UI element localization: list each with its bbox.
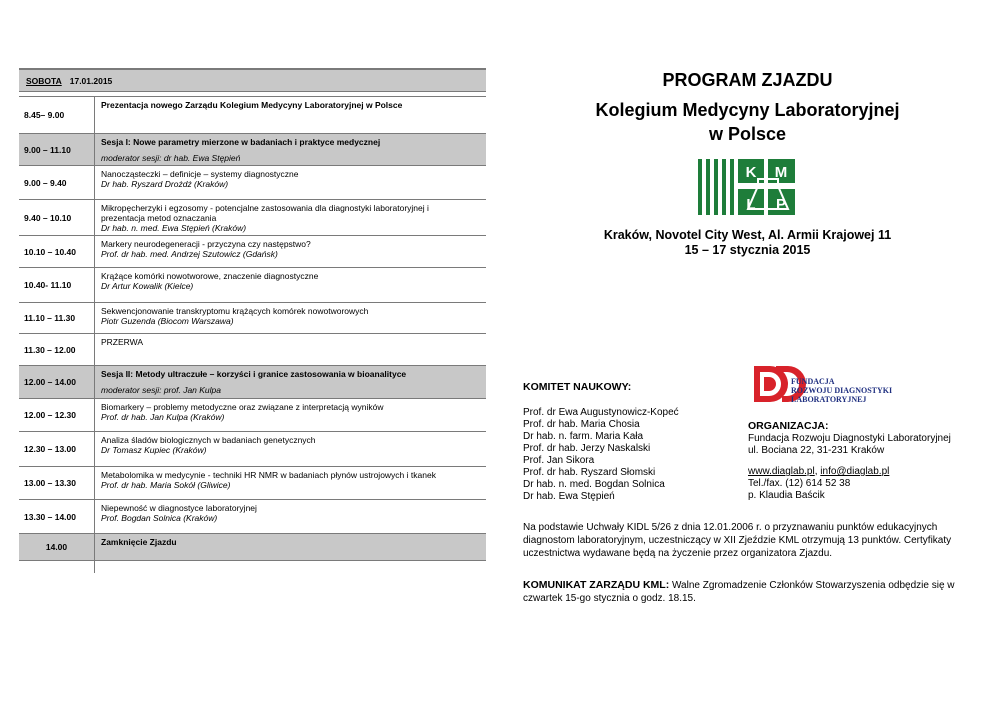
page-subtitle-line1: Kolegium Medycyny Laboratoryjnej bbox=[595, 100, 900, 120]
logo-letter-p: P bbox=[775, 196, 787, 213]
board-announcement bbox=[523, 579, 973, 605]
schedule-row bbox=[19, 134, 486, 166]
schedule-speaker: moderator sesji: dr hab. Ewa Stępień bbox=[101, 153, 241, 163]
schedule-row bbox=[19, 303, 486, 334]
committee-member: Dr hab. n. farm. Maria Kała bbox=[523, 431, 644, 442]
organization-name: Fundacja Rozwoju Diagnostyki Laboratoryjnej bbox=[748, 433, 951, 444]
schedule-topic: Mikropęcherzyki i egzosomy - potencjalne zastosowania dla diagnostyki laboratoryjnej i bbox=[101, 203, 429, 213]
schedule-content bbox=[94, 97, 486, 133]
schedule-row bbox=[19, 200, 486, 236]
schedule-speaker: Prof. Bogdan Solnica (Kraków) bbox=[101, 513, 218, 523]
foundation-logo-line1: FUNDACJA bbox=[791, 377, 835, 386]
organization-link-separator: , bbox=[814, 466, 821, 477]
schedule-topic: Markery neurodegeneracji - przyczyna czy następstwo? bbox=[101, 239, 311, 249]
schedule-topic: prezentacja metod oznaczania bbox=[101, 213, 217, 223]
foundation-logo-text bbox=[791, 377, 892, 404]
board-announcement-text: Walne Zgromadzenie Członków Stowarzyszenia odbędzie się w czwartek 15-go stycznia o godz. 18.15. bbox=[523, 580, 955, 604]
venue-block bbox=[530, 228, 965, 258]
organization-phone: Tel./fax. (12) 614 52 38 bbox=[748, 478, 851, 489]
schedule-time: 9.00 – 9.40 bbox=[24, 177, 67, 188]
schedule-content bbox=[94, 432, 486, 466]
committee-heading: KOMITET NAUKOWY: bbox=[523, 381, 632, 393]
schedule-rows bbox=[19, 97, 486, 561]
committee-member: Prof. dr hab. Ryszard Słomski bbox=[523, 467, 656, 478]
schedule-content bbox=[94, 500, 486, 533]
schedule-row bbox=[19, 268, 486, 303]
schedule-topic: Sekwencjonowanie transkryptomu krążących komórek nowotworowych bbox=[101, 306, 369, 316]
schedule-topic: Analiza śladów biologicznych w badaniach genetycznych bbox=[101, 435, 316, 445]
schedule-row bbox=[19, 366, 486, 399]
schedule-content bbox=[94, 366, 486, 398]
schedule-date: 17.01.2015 bbox=[69, 75, 113, 86]
schedule-title: Sesja I: Nowe parametry mierzone w badaniach i praktyce medycznej bbox=[101, 137, 381, 147]
schedule-content bbox=[94, 200, 486, 235]
schedule-tail-line bbox=[94, 561, 95, 573]
schedule-time: 9.40 – 10.10 bbox=[24, 212, 72, 223]
schedule-row bbox=[19, 334, 486, 366]
committee-list bbox=[523, 407, 679, 503]
schedule-day: SOBOTA bbox=[26, 75, 62, 86]
organization-heading: ORGANIZACJA: bbox=[748, 420, 829, 432]
schedule-time: 11.10 – 11.30 bbox=[24, 313, 76, 323]
schedule-topic: Metabolomika w medycynie - techniki HR NMR w badaniach płynów ustrojowych i tkanek bbox=[101, 470, 436, 480]
schedule-content bbox=[94, 303, 486, 333]
schedule-topic: Krążące komórki nowotworowe, znaczenie diagnostyczne bbox=[101, 271, 319, 281]
organization-web-link[interactable]: www.diaglab.pl bbox=[748, 466, 815, 477]
committee-member: Dr hab. n. med. Bogdan Solnica bbox=[523, 479, 665, 490]
committee-member: Prof. Jan Sikora bbox=[523, 455, 595, 466]
schedule-time: 12.30 – 13.00 bbox=[24, 444, 76, 454]
schedule-speaker: Prof. dr hab. med. Andrzej Szutowicz (Gdańsk) bbox=[101, 249, 278, 259]
schedule-topic: Nanocząsteczki – definicje – systemy diagnostyczne bbox=[101, 169, 299, 179]
schedule-speaker: Piotr Guzenda (Biocom Warszawa) bbox=[101, 316, 234, 326]
schedule-speaker: Prof. dr hab. Maria Sokół (Gliwice) bbox=[101, 480, 231, 490]
foundation-logo-line2: ROZWOJU DIAGNOSTYKI bbox=[791, 386, 893, 395]
schedule-day-header bbox=[19, 68, 486, 92]
page-subtitle-line2: w Polsce bbox=[708, 124, 787, 144]
schedule-time: 12.00 – 12.30 bbox=[24, 410, 76, 420]
schedule-content bbox=[94, 166, 486, 199]
schedule-speaker: Dr hab. Ryszard Drożdż (Kraków) bbox=[101, 179, 229, 189]
schedule-time: 8.45– 9.00 bbox=[24, 110, 65, 120]
schedule-row bbox=[19, 399, 486, 432]
schedule-time: 12.00 – 14.00 bbox=[24, 377, 76, 387]
schedule-table bbox=[19, 68, 486, 561]
page-title: PROGRAM ZJAZDU bbox=[662, 70, 833, 90]
committee-member: Prof. dr hab. Jerzy Naskalski bbox=[523, 443, 651, 454]
schedule-time: 14.00 bbox=[45, 542, 68, 552]
schedule-title: Prezentacja nowego Zarządu Kolegium Medycyny Laboratoryjnej w Polsce bbox=[101, 100, 403, 110]
organization-email-link[interactable]: info@diaglab.pl bbox=[820, 466, 890, 477]
schedule-time: 11.30 – 12.00 bbox=[24, 344, 76, 355]
schedule-content bbox=[94, 534, 486, 560]
schedule-row bbox=[19, 166, 486, 200]
kmlp-logo bbox=[698, 159, 795, 215]
schedule-row bbox=[19, 432, 486, 467]
schedule-content bbox=[94, 399, 486, 431]
schedule-content bbox=[94, 236, 486, 267]
credits-note: Na podstawie Uchwały KIDL 5/26 z dnia 12.01.2006 r. o przyznawaniu punktów edukacyjnych diagnostom laboratoryjnym, uczestniczący w XII Zjeździe KML otrzymują 13 punktów. Certyfikaty uczestnictwa wydawane będą na życzenie przez organizatora Zjazdu. bbox=[523, 522, 952, 559]
schedule-row bbox=[19, 500, 486, 534]
logo-letter-k: K bbox=[745, 164, 757, 181]
schedule-content bbox=[94, 334, 486, 365]
venue-dates: 15 – 17 stycznia 2015 bbox=[684, 243, 811, 257]
organization-address: ul. Bociana 22, 31-231 Kraków bbox=[748, 445, 885, 456]
venue-address: Kraków, Novotel City West, Al. Armii Krajowej 11 bbox=[603, 228, 892, 242]
schedule-row bbox=[19, 534, 486, 561]
schedule-time: 10.40- 11.10 bbox=[24, 280, 72, 290]
logo-letter-m: M bbox=[774, 164, 788, 181]
schedule-row bbox=[19, 467, 486, 500]
logo-letter-l: L bbox=[746, 196, 756, 213]
foundation-logo-line3: LABORATORYJNEJ bbox=[791, 395, 867, 404]
organization-contact: p. Klaudia Baścik bbox=[748, 490, 825, 501]
schedule-row bbox=[19, 236, 486, 268]
schedule-content bbox=[94, 268, 486, 302]
schedule-speaker: moderator sesji: prof. Jan Kulpa bbox=[101, 385, 222, 395]
schedule-time: 9.00 – 11.10 bbox=[24, 144, 71, 155]
schedule-topic: PRZERWA bbox=[101, 337, 144, 347]
schedule-topic: Niepewność w diagnostyce laboratoryjnej bbox=[101, 503, 257, 513]
schedule-title: Zamknięcie Zjazdu bbox=[101, 537, 177, 547]
schedule-speaker: Dr Tomasz Kupiec (Kraków) bbox=[101, 445, 207, 455]
schedule-content bbox=[94, 467, 486, 499]
schedule-speaker: Prof. dr hab. Jan Kulpa (Kraków) bbox=[101, 412, 225, 422]
schedule-time: 10.10 – 10.40 bbox=[24, 246, 76, 257]
schedule-title: Sesja II: Metody ultraczułe – korzyści i granice zastosowania w bioanalityce bbox=[101, 369, 407, 379]
schedule-time: 13.30 – 14.00 bbox=[24, 511, 76, 522]
committee-member: Prof. dr Ewa Augustynowicz-Kopeć bbox=[523, 407, 679, 418]
schedule-topic: Biomarkery – problemy metodyczne oraz związane z interpretacją wyników bbox=[101, 402, 384, 412]
schedule-row bbox=[19, 97, 486, 134]
page-subtitle bbox=[530, 98, 965, 146]
schedule-content bbox=[94, 134, 486, 165]
committee-member: Prof. dr hab. Maria Chosia bbox=[523, 419, 640, 430]
board-announcement-label: KOMUNIKAT ZARZĄDU KML: bbox=[523, 579, 670, 591]
committee-member: Dr hab. Ewa Stępień bbox=[523, 491, 615, 502]
schedule-speaker: Dr hab. n. med. Ewa Stępień (Kraków) bbox=[101, 223, 247, 233]
organization-block bbox=[748, 433, 951, 502]
schedule-speaker: Dr Artur Kowalik (Kielce) bbox=[101, 281, 194, 291]
schedule-time: 13.00 – 13.30 bbox=[24, 478, 76, 488]
